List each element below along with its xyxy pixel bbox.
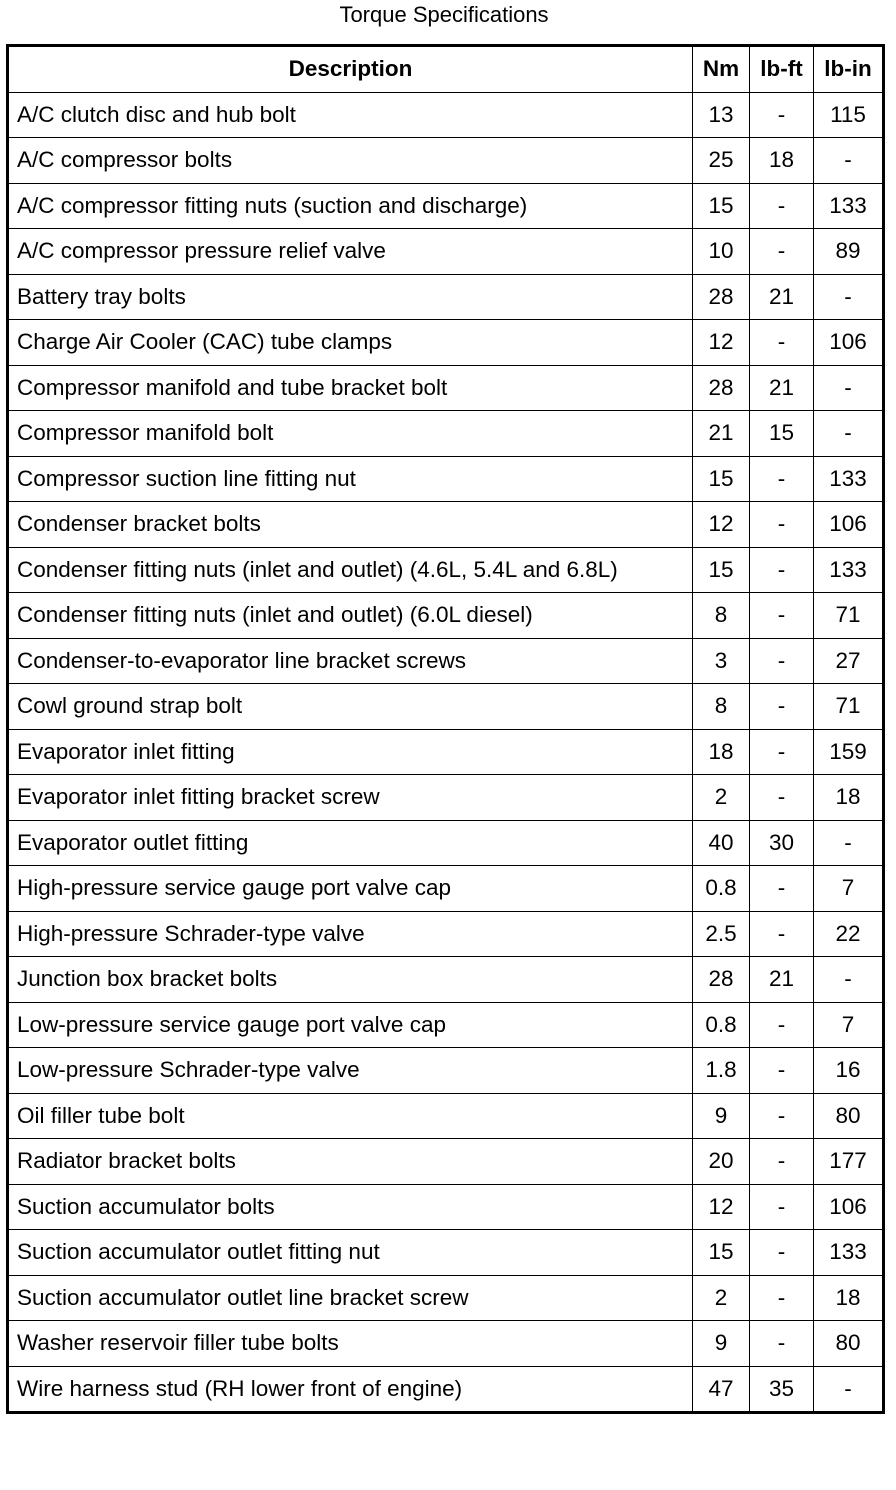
cell-lbin: - — [814, 1366, 884, 1413]
table-row — [8, 911, 884, 957]
table-row — [8, 866, 884, 912]
cell-lbin: 18 — [814, 775, 884, 821]
table-row — [8, 502, 884, 548]
cell-lbft: - — [750, 1230, 814, 1276]
cell-description: Suction accumulator outlet line bracket screw — [8, 1275, 693, 1321]
table-row — [8, 1321, 884, 1367]
table-row — [8, 775, 884, 821]
table-row — [8, 1230, 884, 1276]
cell-lbft: - — [750, 729, 814, 775]
cell-description: Low-pressure Schrader-type valve — [8, 1048, 693, 1094]
cell-nm: 8 — [693, 593, 750, 639]
cell-lbin: - — [814, 411, 884, 457]
table-row — [8, 729, 884, 775]
cell-lbin: 133 — [814, 183, 884, 229]
table-row — [8, 411, 884, 457]
cell-nm: 15 — [693, 456, 750, 502]
table-row — [8, 365, 884, 411]
cell-lbft: - — [750, 775, 814, 821]
cell-description: Low-pressure service gauge port valve cap — [8, 1002, 693, 1048]
cell-lbft: 35 — [750, 1366, 814, 1413]
cell-nm: 18 — [693, 729, 750, 775]
cell-lbft: - — [750, 229, 814, 275]
cell-nm: 0.8 — [693, 1002, 750, 1048]
table-row — [8, 229, 884, 275]
cell-lbin: - — [814, 365, 884, 411]
cell-description: Evaporator inlet fitting bracket screw — [8, 775, 693, 821]
cell-description: Oil filler tube bolt — [8, 1093, 693, 1139]
cell-lbin: 106 — [814, 1184, 884, 1230]
cell-lbft: - — [750, 1321, 814, 1367]
table-row — [8, 638, 884, 684]
cell-nm: 15 — [693, 183, 750, 229]
table-row — [8, 547, 884, 593]
cell-description: Compressor manifold and tube bracket bolt — [8, 365, 693, 411]
cell-lbft: - — [750, 456, 814, 502]
page-title: Torque Specifications — [339, 2, 549, 27]
cell-lbft: 21 — [750, 957, 814, 1003]
cell-description: Cowl ground strap bolt — [8, 684, 693, 730]
cell-lbft: - — [750, 183, 814, 229]
cell-nm: 28 — [693, 274, 750, 320]
table-row — [8, 92, 884, 138]
cell-nm: 3 — [693, 638, 750, 684]
cell-description: A/C clutch disc and hub bolt — [8, 92, 693, 138]
cell-lbft: - — [750, 547, 814, 593]
cell-lbft: 21 — [750, 365, 814, 411]
cell-nm: 13 — [693, 92, 750, 138]
cell-description: Junction box bracket bolts — [8, 957, 693, 1003]
cell-lbft: - — [750, 1139, 814, 1185]
header-description: Description — [8, 46, 693, 93]
table-row — [8, 138, 884, 184]
cell-nm: 20 — [693, 1139, 750, 1185]
cell-nm: 15 — [693, 1230, 750, 1276]
cell-lbin: 89 — [814, 229, 884, 275]
cell-description: Charge Air Cooler (CAC) tube clamps — [8, 320, 693, 366]
cell-description: A/C compressor fitting nuts (suction and discharge) — [8, 183, 693, 229]
cell-nm: 9 — [693, 1321, 750, 1367]
table-header-row — [8, 46, 884, 93]
cell-description: Compressor suction line fitting nut — [8, 456, 693, 502]
cell-nm: 40 — [693, 820, 750, 866]
cell-lbft: - — [750, 911, 814, 957]
cell-lbin: 133 — [814, 1230, 884, 1276]
cell-lbft: - — [750, 1093, 814, 1139]
table-row — [8, 456, 884, 502]
cell-lbft: - — [750, 502, 814, 548]
cell-lbin: - — [814, 820, 884, 866]
table-row — [8, 274, 884, 320]
cell-lbin: 7 — [814, 866, 884, 912]
cell-lbin: 159 — [814, 729, 884, 775]
cell-lbin: 16 — [814, 1048, 884, 1094]
cell-nm: 2 — [693, 1275, 750, 1321]
cell-lbin: 106 — [814, 502, 884, 548]
cell-description: A/C compressor bolts — [8, 138, 693, 184]
cell-description: Wire harness stud (RH lower front of engine) — [8, 1366, 693, 1413]
cell-description: Condenser fitting nuts (inlet and outlet) (4.6L, 5.4L and 6.8L) — [8, 547, 693, 593]
cell-lbft: - — [750, 638, 814, 684]
table-row — [8, 1093, 884, 1139]
cell-lbin: 80 — [814, 1093, 884, 1139]
cell-lbin: 7 — [814, 1002, 884, 1048]
cell-lbft: 18 — [750, 138, 814, 184]
cell-description: Suction accumulator outlet fitting nut — [8, 1230, 693, 1276]
cell-lbft: - — [750, 1048, 814, 1094]
table-row — [8, 593, 884, 639]
cell-nm: 2 — [693, 775, 750, 821]
cell-lbft: - — [750, 1275, 814, 1321]
cell-description: Battery tray bolts — [8, 274, 693, 320]
table-row — [8, 1184, 884, 1230]
torque-spec-table — [6, 44, 885, 1414]
cell-lbin: 80 — [814, 1321, 884, 1367]
cell-description: Washer reservoir filler tube bolts — [8, 1321, 693, 1367]
cell-lbin: 27 — [814, 638, 884, 684]
cell-nm: 1.8 — [693, 1048, 750, 1094]
cell-lbin: - — [814, 138, 884, 184]
cell-description: Evaporator outlet fitting — [8, 820, 693, 866]
cell-lbin: 133 — [814, 456, 884, 502]
header-lbft: lb-ft — [750, 46, 814, 93]
cell-description: A/C compressor pressure relief valve — [8, 229, 693, 275]
table-row — [8, 684, 884, 730]
table-row — [8, 1002, 884, 1048]
table-row — [8, 1139, 884, 1185]
cell-nm: 28 — [693, 365, 750, 411]
cell-lbft: - — [750, 1184, 814, 1230]
cell-lbin: 106 — [814, 320, 884, 366]
header-nm: Nm — [693, 46, 750, 93]
cell-lbft: 21 — [750, 274, 814, 320]
cell-lbin: - — [814, 274, 884, 320]
cell-lbft: - — [750, 593, 814, 639]
cell-nm: 28 — [693, 957, 750, 1003]
table-row — [8, 1048, 884, 1094]
cell-lbft: - — [750, 684, 814, 730]
table-row — [8, 820, 884, 866]
cell-description: Condenser bracket bolts — [8, 502, 693, 548]
cell-description: Compressor manifold bolt — [8, 411, 693, 457]
cell-description: Radiator bracket bolts — [8, 1139, 693, 1185]
table-row — [8, 1275, 884, 1321]
table-row — [8, 320, 884, 366]
table-row — [8, 1366, 884, 1413]
cell-description: Suction accumulator bolts — [8, 1184, 693, 1230]
cell-nm: 21 — [693, 411, 750, 457]
cell-lbin: 71 — [814, 684, 884, 730]
cell-nm: 12 — [693, 502, 750, 548]
cell-nm: 0.8 — [693, 866, 750, 912]
cell-nm: 2.5 — [693, 911, 750, 957]
cell-description: Condenser-to-evaporator line bracket screws — [8, 638, 693, 684]
cell-nm: 25 — [693, 138, 750, 184]
cell-lbin: 71 — [814, 593, 884, 639]
cell-lbin: 133 — [814, 547, 884, 593]
cell-nm: 12 — [693, 1184, 750, 1230]
cell-lbft: - — [750, 320, 814, 366]
cell-nm: 9 — [693, 1093, 750, 1139]
table-row — [8, 957, 884, 1003]
cell-lbft: 15 — [750, 411, 814, 457]
cell-description: High-pressure service gauge port valve cap — [8, 866, 693, 912]
cell-lbin: - — [814, 957, 884, 1003]
cell-lbin: 18 — [814, 1275, 884, 1321]
cell-lbin: 115 — [814, 92, 884, 138]
table-body — [8, 92, 884, 1413]
cell-nm: 15 — [693, 547, 750, 593]
cell-lbft: - — [750, 866, 814, 912]
cell-lbft: 30 — [750, 820, 814, 866]
cell-nm: 47 — [693, 1366, 750, 1413]
cell-lbft: - — [750, 1002, 814, 1048]
cell-description: Condenser fitting nuts (inlet and outlet) (6.0L diesel) — [8, 593, 693, 639]
cell-nm: 10 — [693, 229, 750, 275]
cell-lbft: - — [750, 92, 814, 138]
cell-description: High-pressure Schrader-type valve — [8, 911, 693, 957]
header-lbin: lb-in — [814, 46, 884, 93]
cell-nm: 12 — [693, 320, 750, 366]
table-row — [8, 183, 884, 229]
cell-lbin: 177 — [814, 1139, 884, 1185]
cell-lbin: 22 — [814, 911, 884, 957]
cell-description: Evaporator inlet fitting — [8, 729, 693, 775]
cell-nm: 8 — [693, 684, 750, 730]
